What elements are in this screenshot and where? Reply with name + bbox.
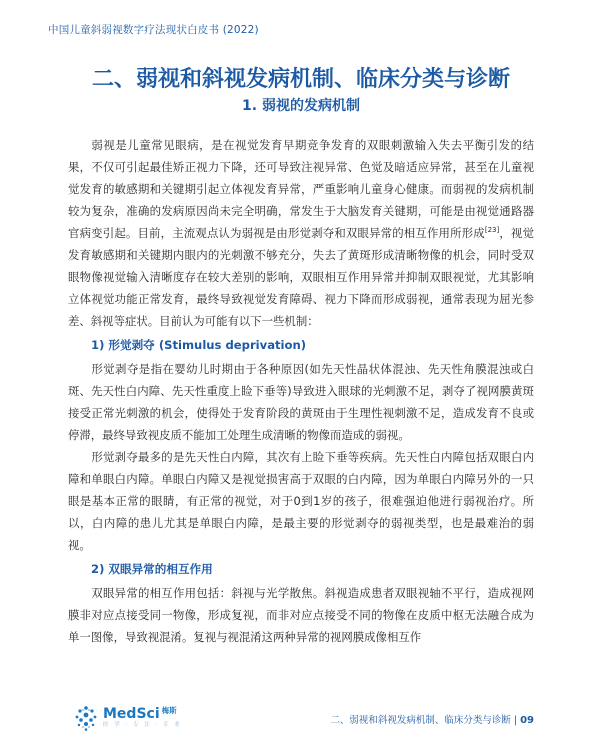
page-number: 09 <box>520 715 534 726</box>
heading-stimulus-deprivation: 1) 形觉剥夺 (Stimulus deprivation) <box>91 338 307 352</box>
paragraph-deprivation: 形觉剥夺是指在婴幼儿时期由于各种原因(如先天性晶状体混浊、先天性角膜混浊或白斑、先天性白内障、先天性重度上睑下垂等)导致进入眼球的光刺激不足，剥夺了视网膜黄斑接受正常光刺激的机会，使得处于发育阶段的黄斑由于生理性视刺激不足，造成发育不良或停滞，最终导致视皮质不能加工处理生成清晰的物像而造成的弱视。 <box>68 362 534 442</box>
paragraph-intro <box>68 134 534 332</box>
paragraph-binocular: 双眼异常的相互作用包括：斜视与光学散焦。斜视造成患者双眼视轴不平行，造成视网膜非对应点接受同一物像，形成复视，而非对应点接受不同的物像在皮质中枢无法融合成为单一图像，导致视混淆。复视与视混淆这两种异常的视网膜成像相互作 <box>68 586 534 644</box>
page-footer <box>0 700 602 732</box>
heading-binocular-interaction: 2) 双眼异常的相互作用 <box>91 562 213 576</box>
logo-wordmark: MedSci <box>103 706 160 723</box>
running-header: 中国儿童斜弱视数字疗法现状白皮书 (2022) <box>48 24 259 36</box>
logo-tagline: 医 学 · 专 注 · 专 业 <box>103 722 182 729</box>
footer-section-name: 二、弱视和斜视发病机制、临床分类与诊断 <box>330 715 511 726</box>
paragraph-cataract: 形觉剥夺最多的是先天性白内障，其次有上睑下垂等疾病。先天性白内障包括双眼白内障和单眼白内障。单眼白内障又是视觉损害高于双眼的白内障，因为单眼白内障另外的一只眼是基本正常的眼睛，有正常的视觉，对于0到1岁的孩子，很难强迫他进行弱视治疗。所以，白内障的患儿尤其是单眼白内障，是最主要的形觉剥夺的弱视类型，也是最难治的弱视。 <box>68 450 534 552</box>
medsci-logo-icon <box>72 704 100 732</box>
citation-ref[interactable]: [23] <box>484 226 500 235</box>
paragraph-intro-part2: ，视觉发育敏感期和关键期内眼内的光刺激不够充分，失去了黄斑形成清晰物像的机会，同时受双眼物像视觉输入清晰度存在较大差别的影响，双眼相互作用异常并抑制双眼视觉，尤其影响立体视觉功能正常发育，最终导致视觉发育障碍、视力下降而形成弱视，通常表现为屈光参差、斜视等症状。目前认为可能有以下一些机制： <box>68 226 534 328</box>
section-title: 二、弱视和斜视发病机制、临床分类与诊断 <box>91 67 510 92</box>
logo-chinese-name: 梅斯 <box>161 706 177 716</box>
subsection-title: 1. 弱视的发病机制 <box>242 98 360 114</box>
body-text <box>68 134 534 648</box>
footer-separator: | <box>513 715 518 726</box>
medsci-logo-text <box>103 707 182 729</box>
paragraph-intro-part1: 弱视是儿童常见眼病，是在视觉发育早期竞争发育的双眼刺激输入失去平衡引发的结果，不仅可引起最佳矫正视力下降，还可导致注视异常、色觉及暗适应异常，甚至在儿童视觉发育的敏感期和关键期引起立体视发育异常，严重影响儿童身心健康。而弱视的发病机制较为复杂，准确的发病原因尚未完全明确，常发生于大脑发育关键期，可能是由视觉通路器官病变引起。目前，主流观点认为弱视是由形觉剥夺和双眼异常的相互作用所形成 <box>68 138 534 240</box>
medsci-logo <box>72 704 182 732</box>
footer-section-info <box>330 712 534 726</box>
